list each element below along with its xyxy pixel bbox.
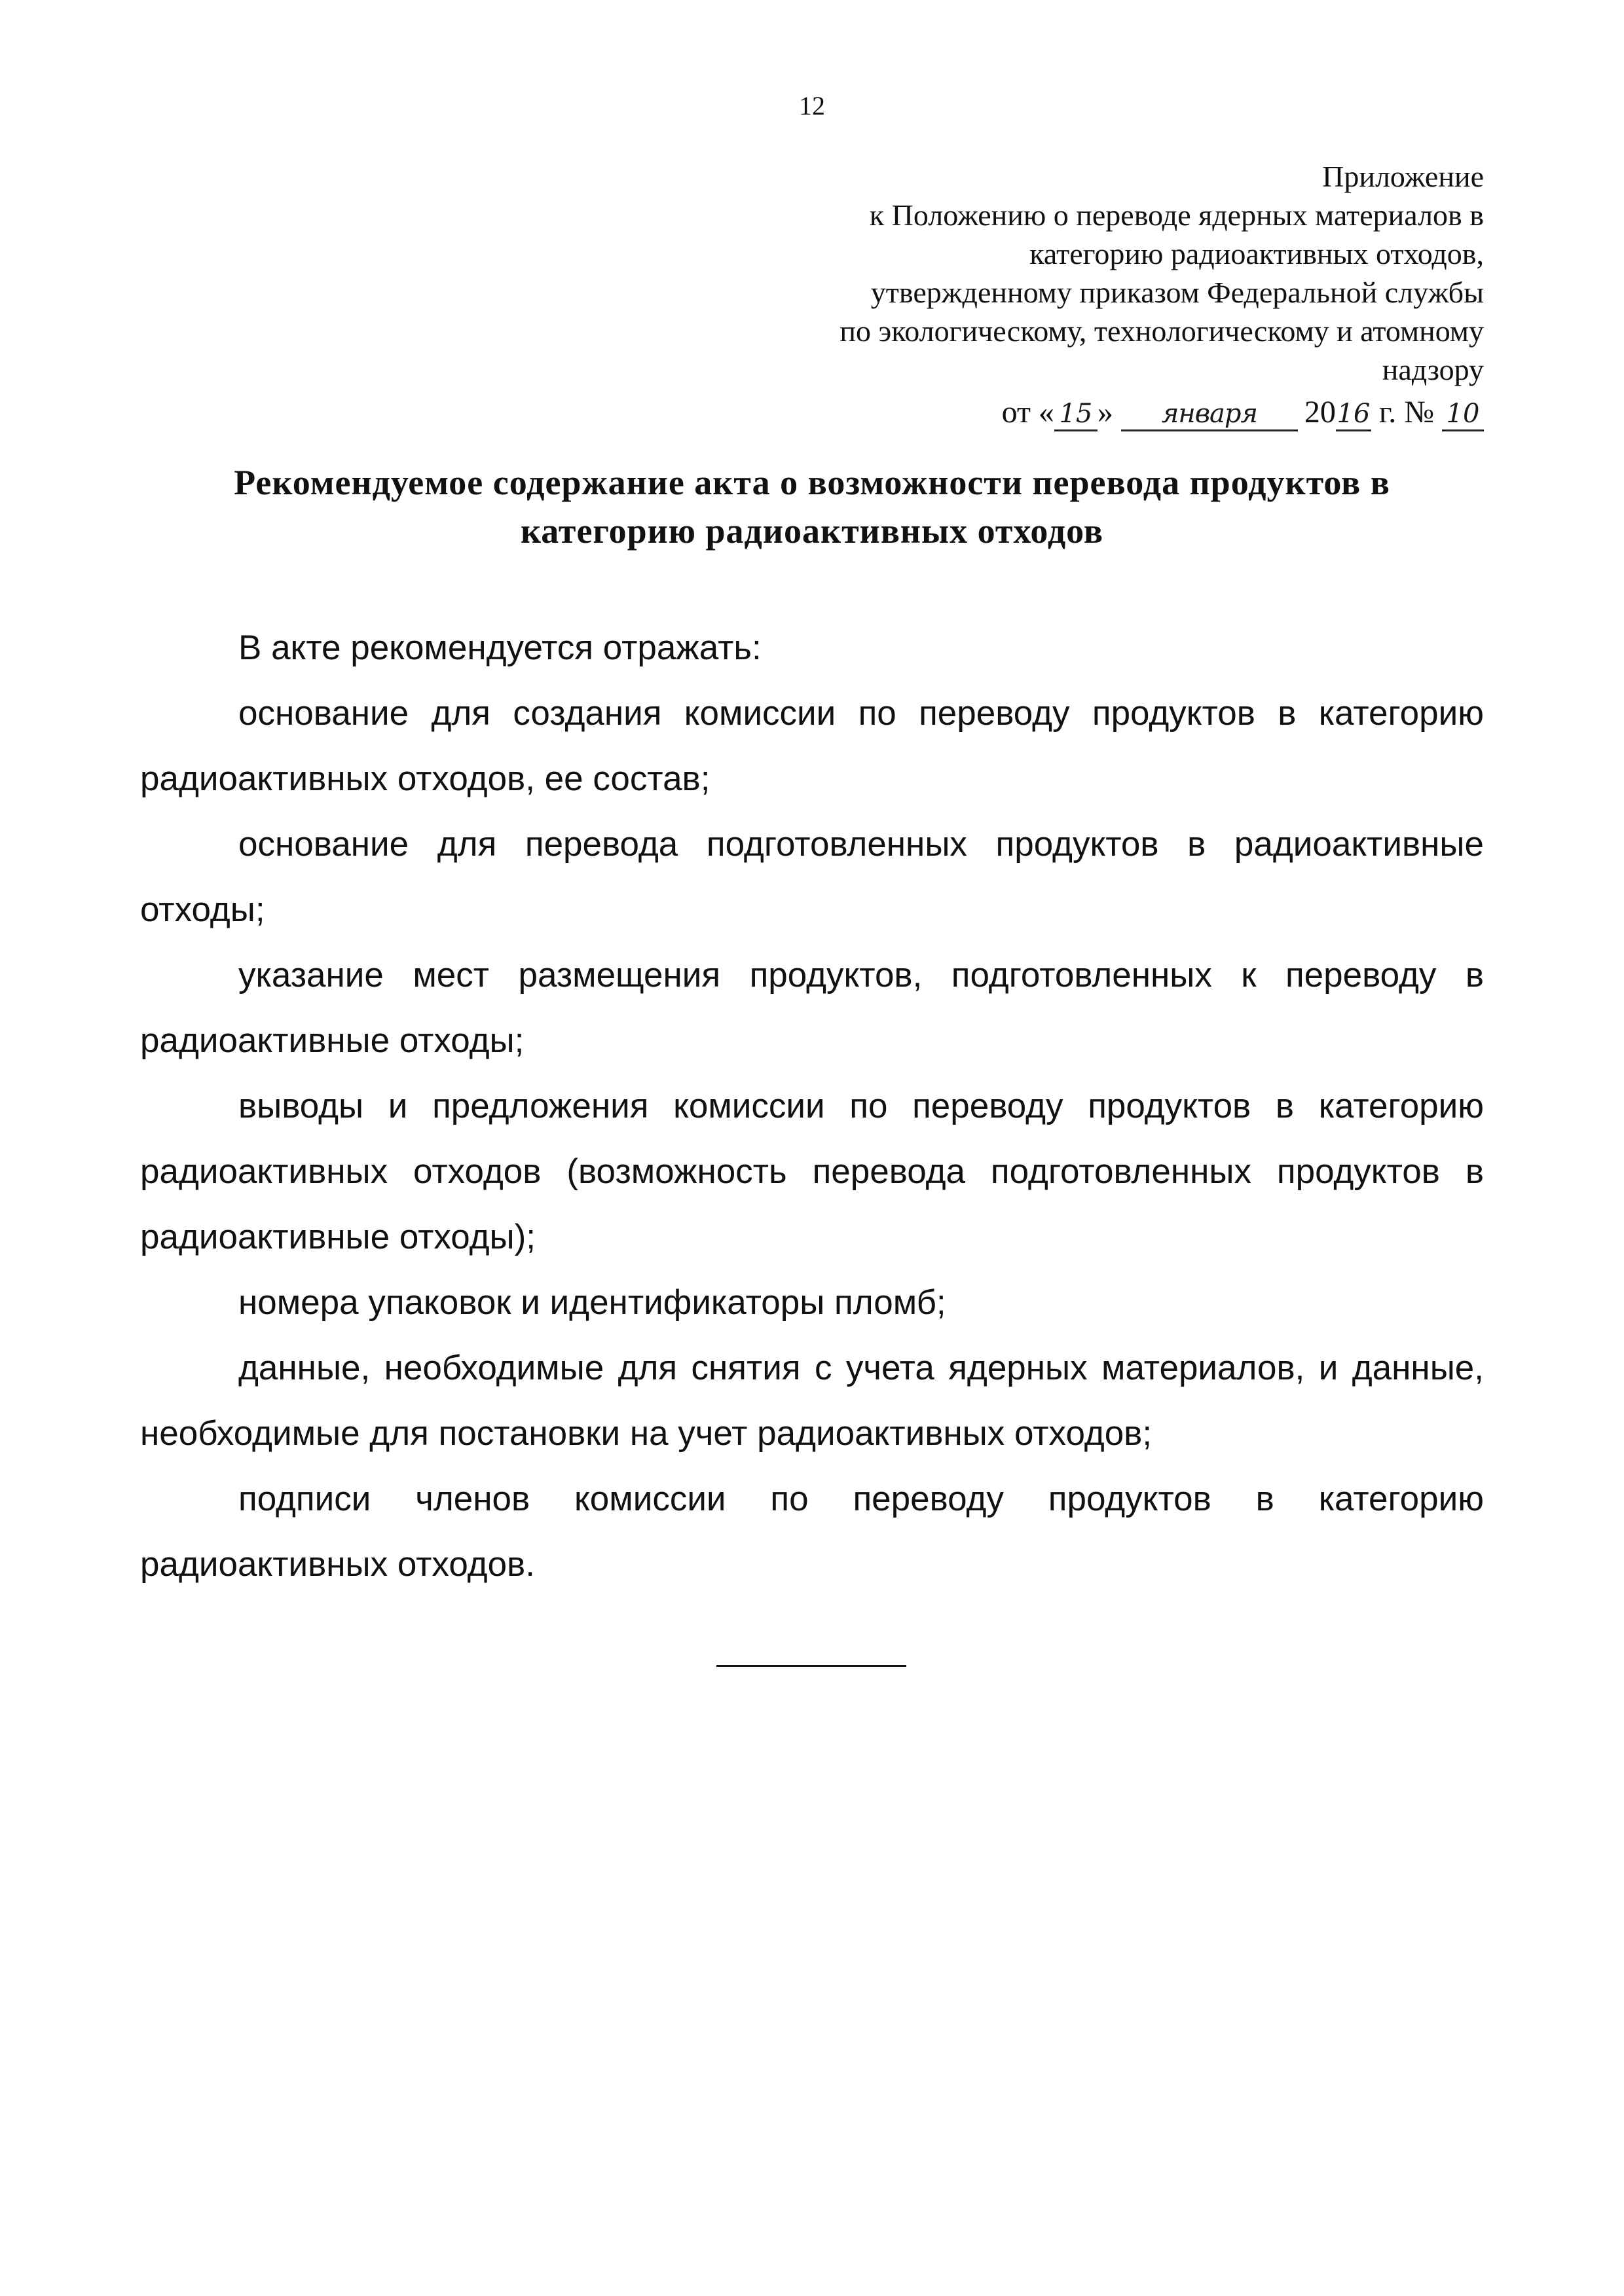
title-line-1: Рекомендуемое содержание акта о возможности перевода продуктов в xyxy=(234,463,1390,502)
appendix-header xyxy=(567,157,1484,431)
list-item: основание для создания комиссии по переводу продуктов в категорию радиоактивных отходов, ее состав; xyxy=(140,694,1484,798)
year-suffix: г. № xyxy=(1371,395,1442,429)
page-number: 12 xyxy=(799,91,825,120)
appendix-line: надзору xyxy=(1382,353,1484,386)
appendix-line-title: Приложение xyxy=(1322,160,1484,193)
handwritten-order-number: 10 xyxy=(1442,398,1484,431)
appendix-line: к Положению о переводе ядерных материалов в xyxy=(869,198,1484,232)
list-item: выводы и предложения комиссии по переводу продуктов в категорию радиоактивных отходов (возможность перевода подготовленных продуктов в радиоактивные отходы); xyxy=(140,1087,1484,1256)
year-prefix: 20 xyxy=(1304,395,1336,429)
list-item: данные, необходимые для снятия с учета ядерных материалов, и данные, необходимые для постановки на учет радиоактивных отходов; xyxy=(140,1349,1484,1453)
intro-paragraph: В акте рекомендуется отражать: xyxy=(238,629,762,667)
list-item: подписи членов комиссии по переводу продуктов в категорию радиоактивных отходов. xyxy=(140,1480,1484,1584)
document-body xyxy=(140,615,1484,1597)
appendix-line: утвержденному приказом Федеральной службы xyxy=(870,276,1484,309)
appendix-line: категорию радиоактивных отходов, xyxy=(1029,237,1484,270)
list-item: основание для перевода подготовленных продуктов в радиоактивные отходы; xyxy=(140,825,1484,929)
handwritten-day: 15 xyxy=(1054,398,1098,431)
list-item: указание мест размещения продуктов, подготовленных к переводу в радиоактивные отходы; xyxy=(140,956,1484,1060)
appendix-line: по экологическому, технологическому и атомному xyxy=(840,314,1484,348)
date-prefix: от « xyxy=(1001,395,1054,429)
title-line-2: категорию радиоактивных отходов xyxy=(521,511,1103,551)
date-mid: » xyxy=(1097,395,1113,429)
end-divider xyxy=(716,1665,906,1667)
list-item: номера упаковок и идентификаторы пломб; xyxy=(238,1283,946,1322)
document-title xyxy=(118,458,1506,555)
handwritten-year: 16 xyxy=(1336,398,1371,431)
handwritten-month: января xyxy=(1121,398,1298,431)
order-date-line xyxy=(567,393,1484,431)
